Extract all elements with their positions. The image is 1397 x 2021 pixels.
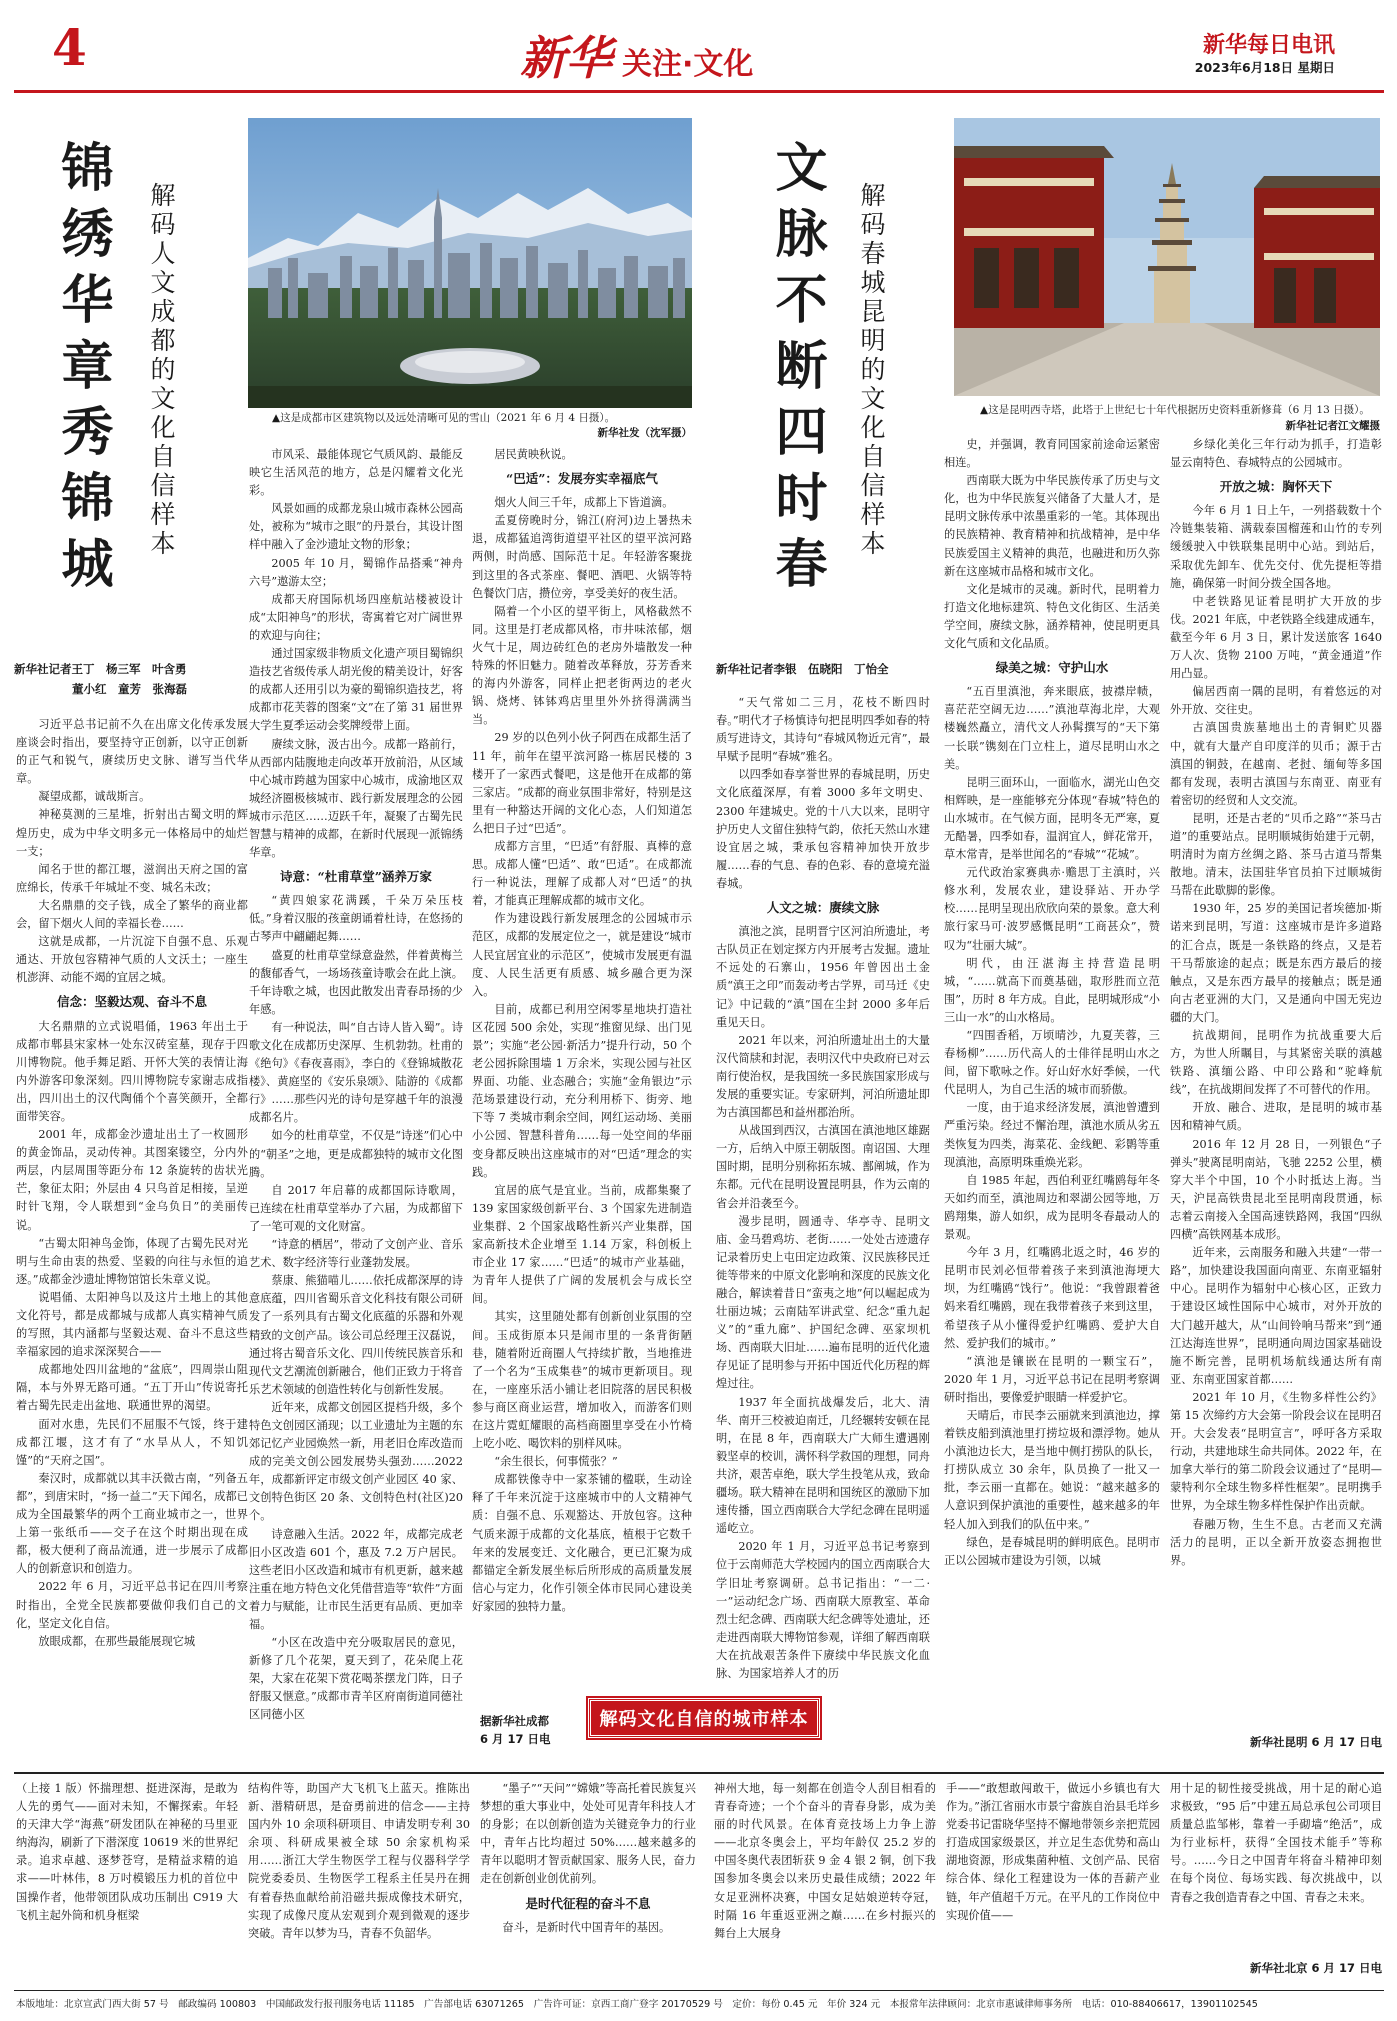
brand-logo: 新华: [520, 31, 612, 85]
footer-info: 本版地址：北京宣武门西大街 57 号 邮政编码 100803 中国邮政发行报刊服务电话 11185 广告部电话 63071265 广告许可证：京西工商广登字 20170529 号 定价：每份 0.45 元 年价 324 元 本报常年法律顾问：北京市惠诚律师事务所 电话：010-88406617，13901102545: [16, 1999, 1258, 2010]
series-banner-label: 解码文化自信的城市样本: [599, 1709, 809, 1730]
left-byline-1: 新华社记者王丁 杨三军 叶含勇: [14, 662, 187, 676]
right-photo-caption: ▲这是昆明西寺塔，此塔于上世纪七十年代根据历史资料重新修葺（6 月 13 日摄）。: [980, 404, 1370, 416]
left-dateline: 据新华社成都 6 月 17 日电: [480, 1714, 551, 1746]
edition-name: 新华每日电讯: [1202, 33, 1335, 58]
page-number: 4: [52, 18, 87, 77]
bottom-dateline: 新华社北京 6 月 17 日电: [1249, 1961, 1382, 1975]
header-rule: [14, 90, 1384, 93]
right-column-2: 史，并强调，教育同国家前途命运紧密相连。 西南联大既为中华民族传承了历史与文化，也为中华民族复兴储备了大量人才，是昆明文脉传承中浓墨重彩的一笔。其体现出的民族精神、教育精神和抗战精神，是中华民族爱国主义精神的典范，也融进和历久弥新在这座城市品格和城市文化。 文化是城市的灵魂。新时代，昆明着力打造文化地标建筑、特色文化街区、生活美学空间，赓续文脉，涵养精神，使昆明更具文化气质和文化品质。 绿美之城：守护山水 “五百里滇池，奔来眼底，披襟岸帻，喜茫茫空阔无边……”滇池草海北岸，大观楼巍然矗立，清代文人孙髯撰写的“天下第一长联”镌刻在门立柱上，道尽昆明山水之美。 昆明三面环山，一面临水，湖光山色交相辉映，是一座能够充分体现“春城”特色的山水城市。在气候方面，昆明冬无严寒，夏无酷暑，四季如春，温润宜人，鲜花常开，草木常青，是举世闻名的“春城”“花城”。 元代政治家赛典赤·赡思丁主滇时，兴修水利，发展农业，建设驿站、开办学校……昆明呈现出欣欣向荣的景象。意大利旅行家马可·波罗感慨昆明“工商甚众”，赞叹为“壮丽大城”。 明代，由汪湛海主持营造昆明城，“……就高下而奠基础，取形胜而立范围”，历时 8 年方成。自此，昆明城形成“小三山一水”的山水格局。 “四围香稻，万顷晴沙，九夏芙蓉，三春杨柳”……历代高人的士俳徉昆明山水之间，留下歌咏之作。好山好水好季候，一代代昆明人，为自己生活的城市而骄傲。 一度，由于追求经济发展，滇池曾遭到严重污染。经过不懈治理，滇池水质从劣五类恢复为四类，海菜花、金线鲃、彩鹮等重现滇池，高原明珠重焕光彩。 自 1985 年起，西伯利亚红嘴鸥每年冬天如约而至，滇池周边和翠湖公园等地，万鸥翔集，游人如织，成为昆明冬春最动人的景观。 今年 3 月，红嘴鸥北返之时，46 岁的昆明市民刘必恒带着孩子来到滇池海埂大坝，为红嘴鸥“饯行”。他说：“我曾跟着爸妈来看红嘴鸥，现在我带着孩子来到这里，希望孩子从小懂得爱护红嘴鸥、爱护大自然、爱护我们的城市。” “滇池是镶嵌在昆明的一颗宝石”，2020 年 1 月，习近平总书记在昆明考察调研时指出，要像爱护眼睛一样爱护它。 天晴后，市民李云丽就来到滇池边，撑着铁皮船到滇池里打捞垃圾和漂浮物。她从小滇池边长大，是当地中侧打捞队的队长，打捞队成立 30 余年，队员换了一批又一批，李云丽一直都在。她说：“越来越多的人意识到保护滇池的重要性，越来越多的年轻人加入到我们的队伍中来。” 绿色，是春城昆明的鲜明底色。昆明市正以公园城市建设为引领，以城: [944, 438, 1160, 1567]
right-column-3: 乡绿化美化三年行动为抓手，打造彰显云南特色、春城特点的公园城市。 开放之城：胸怀天下 今年 6 月 1 日上午，一列搭载数十个冷链集装箱、满载泰国榴莲和山竹的专列缓缓驶入中铁联集昆明中心站。到站后，采取优先卸车、优先交付、优先提柜等措施，确保第一时间分拨全国各地。 中老铁路见证着昆明扩大开放的步伐。2021 年底，中老铁路全线建成通车，截至今年 6 月 3 日，累计发送旅客 1640 万人次、货物 2100 万吨，“黄金通道”作用凸显。 偏居西南一隅的昆明，有着悠远的对外开放、交往史。 古滇国贵族墓地出土的青铜贮贝器中，就有大量产自印度洋的贝币；源于古滇国的铜鼓，在越南、老挝、缅甸等多国都有发现，表明古滇国与东南亚、南亚有着密切的经贸和人文交流。 昆明，还是古老的“贝币之路”“茶马古道”的重要站点。昆明顺城街始建于元朝，明清时为南方丝绸之路、茶马古道马帮集散地。清末，法国驻华官员拍下过顺城街马帮在此歇脚的影像。 1930 年，25 岁的美国记者埃德加·斯诺来到昆明，写道：这座城市是许多道路的汇合点，既是一条铁路的终点，又是若干马帮旅途的起点；既是东西方最后的接触点，又是东西方最早的接触点；既是通向古老亚洲的大门，又是通向中国无宪边疆的大门。 抗战期间，昆明作为抗战重要大后方，为世人所瞩目，与其紧密关联的滇越铁路、滇缅公路、中印公路和“驼峰航线”，在抗战期间发挥了不可替代的作用。 开放、融合、进取，是昆明的城市基因和精神气质。 2016 年 12 月 28 日，一列银色“子弹头”驶离昆明南站，飞驰 2252 公里，横穿大半个中国，10 个小时抵达上海。当天，沪昆高铁贵昆北至昆明南段贯通，标志着云南接入全国高速铁路网，我国“四纵四横”高铁网基本成形。 近年来，云南服务和融入共建“一带一路”，加快建设我国面向南亚、东南亚辐射中心。昆明作为辐射中心核心区，正致力于建设区域性国际中心城市，对外开放的大门越开越大，从“山间铃响马帮来”到“通江达海连世界”，昆明通向周边国家基础设施不断完善，昆明机场航线通达所有南亚、东南亚国家首都…… 2021 年 10 月，《生物多样性公约》第 15 次缔约方大会第一阶段会议在昆明召开。大会发表“昆明宣言”，呼吁各方采取行动，共建地球生命共同体。2022 年，在加拿大举行的第二阶段会议通过了“昆明—蒙特利尔全球生物多样性框架”。昆明携手世界，为全球生物多样性保护作出贡献。 春融万物，生生不息。古老而又充满活力的昆明，正以全新开放姿态拥抱世界。: [1170, 438, 1382, 1567]
right-subhead-1: 人文之城：赓续文脉: [766, 900, 880, 916]
right-photo-credit: 新华社记者江文耀摄: [1285, 420, 1380, 432]
continued-column-3: “墨子”“天问”“嫦娥”等高托着民族复兴梦想的重大事业中，处处可见青年科技人才的身影；在以创新创造为关键竞争力的行业中，青年占比均超过 50%……越来越多的青年以聪明才智贡献国家、服务人民，奋力走在创新创业创优前列。 是时代征程的奋斗不息 奋斗，是新时代中国青年的基因。: [480, 1782, 696, 1934]
left-photo-caption: ▲这是成都市区建筑物以及远处清晰可见的雪山（2021 年 6 月 4 日摄）。: [272, 412, 616, 424]
left-subhead-1: 信念：坚毅达观、奋斗不息: [56, 994, 207, 1010]
right-column-1: “天气常如二三月，花枝不断四时春。”明代才子杨慎诗句把昆明四季如春的特质写进诗文，其诗句“春城风物近元宵”，最早赋予昆明“春城”雅名。 以四季如春享誉世界的春城昆明，历史文化底蕴深厚，有着 3000 多年文明史、2300 年建城史。党的十八大以来，昆明守护历史人文留住独特气韵，依托天然山水建设宜居之城，秉承包容精神加快开放步履……春的气息、春的色彩、春的意境充溢春城。 人文之城：赓续文脉 滇池之滨，昆明晋宁区河泊所遗址，考古队员正在划定探方内开展考古发掘。遗址不远处的石寨山，1956 年曾因出土金质“滇王之印”而轰动考古学界，司马迁《史记》中记载的“滇”国在尘封 2000 多年后重见天日。 2021 年以来，河泊所遗址出土的大量汉代简牍和封泥，表明汉代中央政府已对云南行使治权，是我国统一多民族国家形成与发展的重要实证。专家研判，河泊所遗址即为古滇国都邑和益州郡治所。 从战国到西汉，古滇国在滇池地区雄踞一方，后纳入中原王朝版图。南诏国、大理国时期，昆明分别称拓东城、鄯阐城，作为东都。元代在昆明设置昆明县，作为云南的省会并沿袭至今。 漫步昆明，圆通寺、华亭寺、昆明文庙、金马碧鸡坊、老街……一处处古迹遗存记录着历史上屯田定边政策、汉民族移民迁徙等带来的中原文化影响和深度的民族文化融合，解读着昔日“蛮夷之地”何以崛起成为壮丽边城；云南陆军讲武堂、纪念“重九起义”的“重九廊”、护国纪念碑、巫家坝机场、西南联大旧址……遍布昆明的近代化遗存见证了昆明参与开拓中国近代化历程的辉煌过往。 1937 年全面抗战爆发后，北大、清华、南开三校被迫南迁，几经辗转安顿在昆明，在昆 8 年，西南联大广大师生遭遇刚毅坚卓的校训，满怀科学救国的理想，同舟共济，艰苦卓绝，联大学生投笔从戎，致命疆场。联大精神在昆明和国统区的激励下加速传播，国立西南联合大学纪念碑在昆明遥遥屹立。 2020 年 1 月，习近平总书记考察到位于云南师范大学校园内的国立西南联合大学旧址考察调研。总书记指出：“一二·一”运动纪念广场、西南联大原教室、革命烈士纪念碑、西南联大纪念碑等处遗址，还走进西南联大博物馆参观，详细了解西南联大在抗战艰苦条件下赓续中华民族文化血脉、为国家培养人才的历: [716, 696, 930, 1680]
right-dateline: 新华社昆明 6 月 17 日电: [1249, 1735, 1382, 1749]
continued-column-2: 结构件等，助国产大飞机飞上蓝天。推陈出新、潜精研思，是奋勇前进的信念——主持国内外 10 余项科研项目、申请发明专利 30 余项、科研成果被全球 50 余家机构采用……浙江大学生物医学工程与仪器科学学院党委委员、生物医学工程系主任吴丹在拥有着春热血献给前沿磁共振成像技术研究，实现了成像尺度从宏观到介观到微观的逐步突破。青年以梦为马，青春不负韶华。: [248, 1782, 470, 1940]
section-title: 关注·文化: [622, 47, 754, 82]
left-subheadline: 解码人文成都的文化自信样本: [147, 182, 176, 559]
chengdu-skyline-photo: [248, 118, 692, 408]
right-byline: 新华社记者李银 伍晓阳 丁怡全: [716, 662, 889, 676]
right-subheadline: 解码春城昆明的文化自信样本: [857, 182, 886, 559]
right-headline: 文脉不断四时春: [766, 140, 827, 602]
continued-column-4: 神州大地，每一刻都在创造令人刮目相看的青春奇迹；一个个奋斗的青春身影，成为美丽的时代风景。在体育竞技场上力争上游——北京冬奥会上，平均年龄仅 25.2 岁的中国冬奥代表团斩获 9 金 4 银 2 铜，创下我国参加冬奥会以来历史最佳成绩；2022 年女足亚洲杯决赛，中国女足姑娘逆转夺冠，时隔 16 年重返亚洲之巅……在乡村振兴的舞台上大展身: [714, 1782, 936, 1940]
continued-column-6: 用十足的韧性接受挑战，用十足的耐心追求极致，“95 后”中建五局总承包公司项目质量总监邹彬，靠着一手砌墙“绝活”，成为行业标杆，获得“全国技术能手”等称号。……今日之中国青年将奋斗精神印刻在每个岗位、每场实践、每次挑战中，以青春之我创造青春之中国、青春之未来。: [1170, 1782, 1382, 1904]
footer-rule: [14, 1990, 1384, 1991]
left-column-3: 居民黄映秋说。 “巴适”：发展夯实幸福底气 烟火人间三千年，成都上下皆道滴。 孟夏傍晚时分，锦江(府河)边上暑热未退，成都猛追湾街道望平社区的望平滨河路两侧，时尚感、国际范十足。年轻游客聚拢到这里的各式茶座、餐吧、酒吧、火锅等特色餐饮门店，攒位旁，享受美好的夜生活。 隔着一个小区的望平街上，风格截然不同。这里是打老成都风格，市井味浓郁，烟火气十足，周边砖红色的老房外墙散发一种特殊的怀旧魅力。随着改革释放，芬芳香来的海内外游客，同样止把老街两边的老火锅、烧烤、钵钵鸡店里里外外挤得满满当当。 29 岁的以色列小伙子阿西在成都生活了 11 年，前年在望平滨河路一栋居民楼的 3 楼开了一家西式餐吧，这是他开在成都的第三家店。“成都的商业氛围非常好，特别是这里有一种豁达开阔的文化心态，人们知道怎么把日子过“巴适”。 成都方言里，“巴适”有舒服、真棒的意思。成都人懂“巴适”、敢“巴适”。在成都流行一种说法，理解了成都人对“巴适”的执着，才能真正理解成都的城市文化。 作为建设践行新发展理念的公园城市示范区，成都的发展定位之一，就是建设“城市人民宜居宜业的示范区”，使城市发展更有温度、人民生活更有质感、城乡融合更为深入。 目前，成都已利用空闲零星地块打造社区花园 500 余处，实现“推窗见绿、出门见景”；实施“老公园·新活力”提升行动，50 个老公园拆除围墙 1 万余米，实现公园与社区界面、功能、业态融合；实施“金角银边”示范场景建设行动，充分利用桥下、街旁、地下等 7 类城市剩余空间，网红运动场、美丽小公园、智慧科普角……每一处空间的华丽变身都反映出这座城市的对“巴适”理念的实践。 宜居的底气是宜业。当前，成都集聚了 139 家国家级创新平台、3 个国家先进制造业集群、2 个国家战略性新兴产业集群，国家高新技术企业增至 1.14 万家，科创板上市企业 17 家……“巴适”的城市产业基础，为青年人提供了广阔的发展机会与成长空间。 其实，这里随处都有创新创业氛围的空间。玉成街原本只是闹市里的一条背街陋巷，随着附近商圈人气持续扩散，当地推进了一个名为“玉成集巷”的城市更新项目。现在，一座座乐活小铺让老旧院落的居民积极参与商区商业运营，增加收入，而游客们则在这片霓虹耀眼的高档商圈里享受在小竹椅上吃小吃、喝饮料的别样风味。 “余生很长，何事慌张？” 成都铁像寺中一家茶铺的楹联，生动诠释了千年来沉淀于这座城市中的人文精神气质：自强不息、乐观豁达、开放包容。这种气质来源于成都的文化基底，植根于它数千年来的发展变迁、文化融合，更已汇聚为成都锚定全新发展坐标后所形成的高质量发展信心与定力，化作引领全体市民同心建设美好家园的独特力量。: [472, 448, 692, 1613]
masthead: [520, 22, 754, 85]
right-subhead-3: 开放之城：胸怀天下: [1219, 479, 1333, 495]
left-photo-credit: 新华社发（沈军摄）: [597, 427, 692, 439]
issue-date: 2023年6月18日 星期日: [1194, 60, 1335, 75]
left-column-1: 习近平总书记前不久在出席文化传承发展座谈会时指出，要坚持守正创新，以守正创新的正气和锐气，赓续历史文脉、谱写当代华章。 凝望成都，诚哉斯言。 神秘莫测的三星堆，折射出古蜀文明的辉煌历史，成为中华文明多元一体格局中的灿烂一支； 闻名于世的都江堰，滋润出天府之国的富庶绵长，传承千年城址不变、城名未改； 大名鼎鼎的交子钱，成全了繁华的商业都会，留下烟火人间的幸福长卷…… 这就是成都，一片沉淀下自强不息、乐观通达、开放包容精神气质的人文沃土；一座生机澎湃、动能不竭的宜居之城。 信念：坚毅达观、奋斗不息 大名鼎鼎的立式说唱俑，1963 年出土于成都市郫县宋家林一处东汉砖室墓，现存于四川博物院。他手舞足蹈、开怀大笑的表情让海内外游客印象深刻。四川博物院专家谢志成指出，四川出土的汉代陶俑个个喜笑颜开，全都面带笑容。 2001 年，成都金沙遗址出土了一枚圆形的黄金饰品，灵动传神。其图案镂空，分内外两层，内层周围等距分布 12 条旋转的齿状光芒，象征太阳；外层由 4 只鸟首足相接，呈逆时针飞翔，令人联想到“金乌负日”的美丽传说。 “古蜀太阳神鸟金饰，体现了古蜀先民对光明与生命由衷的热爱、坚毅的向往与永恒的追逐。”成都金沙遗址博物馆馆长朱章义说。 说唱俑、太阳神鸟以及这片土地上的其他文化符号，都是成都城与成都人真实精神气质的写照，其内涵都与坚毅达观、奋斗不息这些幸福家园的追求深深契合—— 成都地处四川盆地的“盆底”，四周崇山阻隔，本与外界无路可通。“五丁开山”传说寄托着古蜀先民走出盆地、联通世界的渴望。 面对水患，先民们不屈服不气馁，终于建成都江堰，这才有了“水旱从人，不知饥馑”的“天府之国”。 秦汉时，成都就以其丰沃微古南，“列备五都”，到唐宋时，“扬一益二”天下闻名，成都已成为全国最繁华的两个工商业城市之一，世界上第一张纸币——交子在这个时期出现在成都，极大便利了商品流通，进一步展示了成都人的创新意识和创造力。 2022 年 6 月，习近平总书记在四川考察时指出，全党全民族都要做仰我们自己的文化，坚定文化自信。 放眼成都，在那些最能展现它城: [16, 718, 248, 1648]
continued-column-1: （上接 1 版）怀揣理想、挺进深海，是敢为人先的勇气——面对未知，不懈探索。年轻的天津大学“海燕”研发团队在神秘的马里亚纳海沟，刷新了下潜深度 10619 米的世界纪录。追求卓越、逐梦苍穹，是精益求精的追求——叶林伟，8 万吋模锻压力机的首位中国操作者，他带领团队成功压制出 C919 大飞机主起外筒和机身框梁: [16, 1782, 238, 1922]
left-subhead-3: “巴适”：发展夯实幸福底气: [506, 471, 658, 487]
left-column-2: 市风采、最能体现它气质风韵、最能反映它生活风范的地方，总是闪耀着文化光彩。 风景如画的成都龙泉山城市森林公园高处，被称为“城市之眼”的丹景台，其设计图样中融入了金沙遗址文物的形象； 2005 年 10 月，蜀锦作品搭乘“神舟六号”遨游太空； 成都天府国际机场四座航站楼被设计成“太阳神鸟”的形状，寄寓着它对广阔世界的欢迎与向往； 通过国家级非物质文化遗产项目蜀锦织造技艺省级传承人胡光俊的精美设计，好客的成都人还用引以为豪的蜀锦织造技艺，将成都市花芙蓉的图案“文”在了第 31 届世界大学生夏季运动会奖牌绶带上面。 赓续文脉，汲古出今。成都一路前行，从西部内陆腹地走向改革开放前沿，从区域中心城市跨越为国家中心城市，成渝地区双城经济圈极核城市、践行新发展理念的公园城市示范区……迈跃千年，凝聚了古蜀先民智慧与精神的成都，在新时代展现一派锦绣华章。 诗意：“杜甫草堂”涵养万家 “黄四娘家花满蹊，千朵万朵压枝低。”身着汉服的孩童朗诵着杜诗，在悠扬的古琴声中翩翩起舞…… 盛夏的杜甫草堂绿意盎然，伴着黄梅兰的馥郁香气，一场场孩童诗歌会在此上演。千年诗歌之城，也因此散发出青春昂扬的少年感。 有一种说法，叫“自古诗人皆入蜀”。诗歌文化在成都历史深厚、生机勃勃。杜甫的《绝句》《春夜喜雨》，李白的《登锦城散花楼》、黄庭坚的《安乐泉颂》、陆游的《成都行》……那些闪光的诗句是穿越千年的浪漫成都名片。 如今的杜甫草堂，不仅是“诗迷”们心中的“朝圣”之地，更是成都独特的城市文化图腾。 自 2017 年启幕的成都国际诗歌周，已连续在杜甫草堂举办了六届，为成都留下了一笔可观的文化财富。 “诗意的栖居”，带动了文创产业、音乐艺术、数字经济等行业蓬勃发展。 蔡康、熊猫喵儿……依托成都深厚的诗意底蕴，四川省蜀乐音文化科技有限公司研发了一系列具有古蜀文化底蕴的乐器和外观精致的文创产品。该公司总经理王汉磊说，通过将古蜀音乐文化、四川传统民族音乐和现代文艺潮流创新融合，他们正致力于将音乐艺术领域的创造性转化与创新性发展。 近年来，成都文创园区提档升级，多个特色文创园区涌现；以工业遗址为主题的东郊记忆产业园焕然一新，用老旧仓库改造而成的完美文创公园发展势头强劲……2022 年，成都新评定市级文创产业园区 40 家、文创特色街区 20 条、文创特色村(社区)20 个。 诗意融入生活。2022 年，成都完成老旧小区改造 601 个，惠及 7.2 万户居民。这些老旧小区改造和城市有机更新，越来越注重在地方特色文化凭借营造等“软件”方面着力与赋能，让市民生活更有品质、更加幸福。 “小区在改造中充分吸取居民的意见，新修了几个花架，夏天到了，花朵爬上花架，大家在花架下赏花喝茶摆龙门阵，日子舒服又惬意。”成都市青羊区府南街道同德社区同德小区: [249, 448, 463, 1722]
right-subhead-2: 绿美之城：守护山水: [995, 660, 1109, 676]
left-headline: 锦绣华章秀锦城: [52, 140, 113, 602]
kunming-west-pagoda-photo: [954, 118, 1380, 396]
continued-column-5: 手——“敢想敢闯敢干，做远小乡镇也有大作为。”浙江省丽水市景宁畲族自治县毛垟乡党委书记雷晓华坚持不懈地带领乡亲把荒园打造成国家级景区，并立足生态优势和高山湖地资源，形成集菌种植、文创产品、民宿综合体、绿化工程建设为一体的吾薪产业链，年产值超千万元。在平凡的工作岗位中实现价值——: [946, 1782, 1160, 1922]
left-subhead-2: 诗意：“杜甫草堂”涵养万家: [280, 869, 432, 885]
left-byline-2: 董小红 童芳 张海磊: [72, 682, 187, 696]
section-divider: [14, 1772, 1384, 1774]
bottom-subhead: 是时代征程的奋斗不息: [525, 1895, 651, 1911]
